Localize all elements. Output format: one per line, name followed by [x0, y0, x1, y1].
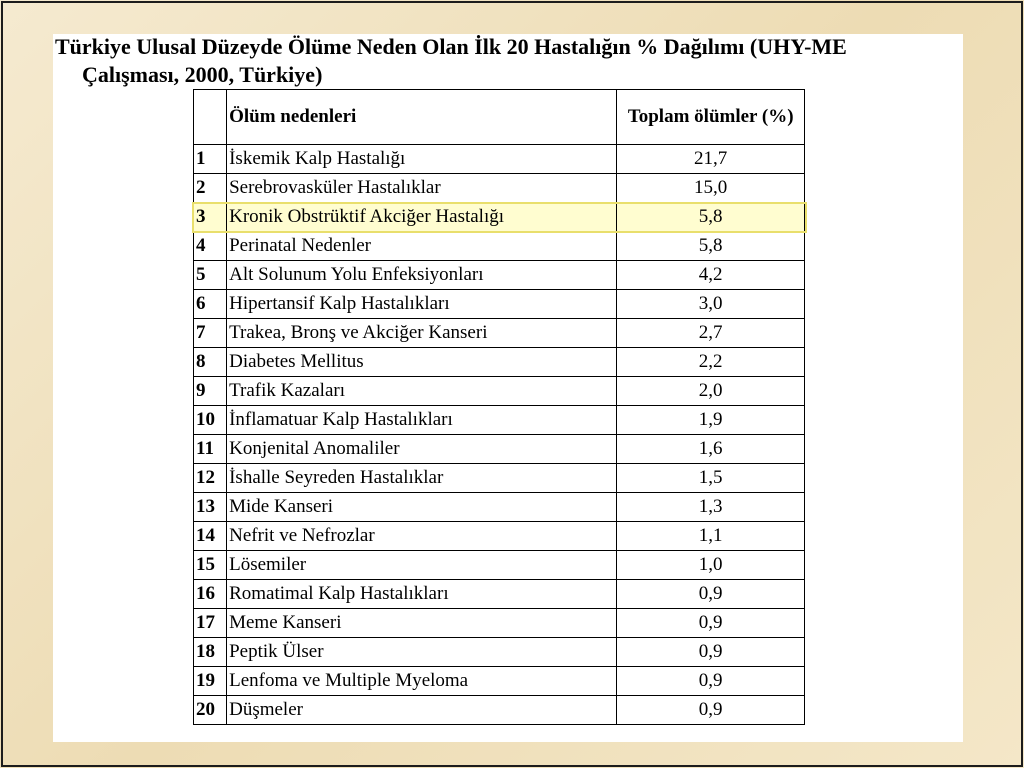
table-row — [194, 145, 805, 174]
table-header-row — [194, 90, 805, 145]
cause-cell: Lösemiler — [227, 551, 617, 580]
rank-cell: 7 — [194, 319, 227, 348]
rank-column-header — [194, 90, 227, 145]
table-row — [194, 551, 805, 580]
cause-cell: Lenfoma ve Multiple Myeloma — [227, 667, 617, 696]
rank-cell: 17 — [194, 609, 227, 638]
cause-cell: Serebrovasküler Hastalıklar — [227, 174, 617, 203]
percent-cell: 0,9 — [617, 609, 805, 638]
table-row — [194, 522, 805, 551]
rank-cell: 10 — [194, 406, 227, 435]
rank-cell: 11 — [194, 435, 227, 464]
rank-cell: 3 — [194, 203, 227, 232]
cause-cell: Trafik Kazaları — [227, 377, 617, 406]
percent-cell: 15,0 — [617, 174, 805, 203]
percent-cell: 0,9 — [617, 580, 805, 609]
rank-cell: 8 — [194, 348, 227, 377]
cause-cell: Mide Kanseri — [227, 493, 617, 522]
rank-cell: 1 — [194, 145, 227, 174]
cause-cell: Perinatal Nedenler — [227, 232, 617, 261]
rank-cell: 12 — [194, 464, 227, 493]
percent-cell: 5,8 — [617, 232, 805, 261]
rank-cell: 13 — [194, 493, 227, 522]
table-row — [194, 696, 805, 725]
percent-cell: 1,0 — [617, 551, 805, 580]
cause-cell: Diabetes Mellitus — [227, 348, 617, 377]
rank-cell: 20 — [194, 696, 227, 725]
percent-cell: 21,7 — [617, 145, 805, 174]
cause-cell: Konjenital Anomaliler — [227, 435, 617, 464]
table-row — [194, 348, 805, 377]
cause-cell: Nefrit ve Nefrozlar — [227, 522, 617, 551]
rank-cell: 16 — [194, 580, 227, 609]
percent-cell: 1,6 — [617, 435, 805, 464]
rank-cell: 18 — [194, 638, 227, 667]
total-deaths-column-header: Toplam ölümler (%) — [617, 90, 805, 145]
percent-cell: 2,0 — [617, 377, 805, 406]
rank-cell: 15 — [194, 551, 227, 580]
percent-cell: 1,3 — [617, 493, 805, 522]
percent-cell: 5,8 — [617, 203, 805, 232]
percent-cell: 4,2 — [617, 261, 805, 290]
table-row — [194, 464, 805, 493]
percent-cell: 2,7 — [617, 319, 805, 348]
slide-title — [55, 33, 965, 89]
percent-cell: 1,1 — [617, 522, 805, 551]
cause-cell: Hipertansif Kalp Hastalıkları — [227, 290, 617, 319]
table-row — [194, 290, 805, 319]
cause-cell: İnflamatuar Kalp Hastalıkları — [227, 406, 617, 435]
percent-cell: 1,5 — [617, 464, 805, 493]
cause-cell: Trakea, Bronş ve Akciğer Kanseri — [227, 319, 617, 348]
cause-cell: İskemik Kalp Hastalığı — [227, 145, 617, 174]
table-row — [194, 319, 805, 348]
table-row — [194, 203, 805, 232]
cause-cell: Alt Solunum Yolu Enfeksiyonları — [227, 261, 617, 290]
rank-cell: 14 — [194, 522, 227, 551]
cause-cell: Düşmeler — [227, 696, 617, 725]
rank-cell: 4 — [194, 232, 227, 261]
table-row — [194, 406, 805, 435]
percent-cell: 0,9 — [617, 638, 805, 667]
rank-cell: 2 — [194, 174, 227, 203]
title-line-1: Türkiye Ulusal Düzeyde Ölüme Neden Olan İlk 20 Hastalığın % Dağılımı (UHY-ME — [55, 34, 847, 59]
percent-cell: 2,2 — [617, 348, 805, 377]
cause-cell: İshalle Seyreden Hastalıklar — [227, 464, 617, 493]
table-row — [194, 174, 805, 203]
cause-cell: Peptik Ülser — [227, 638, 617, 667]
title-line-2: Çalışması, 2000, Türkiye) — [82, 62, 323, 87]
percent-cell: 0,9 — [617, 667, 805, 696]
table-row — [194, 232, 805, 261]
percent-cell: 1,9 — [617, 406, 805, 435]
table-row — [194, 377, 805, 406]
percent-cell: 0,9 — [617, 696, 805, 725]
cause-cell: Romatimal Kalp Hastalıkları — [227, 580, 617, 609]
rank-cell: 5 — [194, 261, 227, 290]
table-row — [194, 609, 805, 638]
percent-cell: 3,0 — [617, 290, 805, 319]
cause-column-header: Ölüm nedenleri — [227, 90, 617, 145]
table-body — [194, 145, 805, 725]
rank-cell: 19 — [194, 667, 227, 696]
table-row — [194, 261, 805, 290]
rank-cell: 9 — [194, 377, 227, 406]
table-row — [194, 580, 805, 609]
mortality-table — [193, 89, 805, 725]
table-row — [194, 638, 805, 667]
rank-cell: 6 — [194, 290, 227, 319]
table-row — [194, 667, 805, 696]
table-row — [194, 435, 805, 464]
cause-cell: Meme Kanseri — [227, 609, 617, 638]
table-row — [194, 493, 805, 522]
cause-cell: Kronik Obstrüktif Akciğer Hastalığı — [227, 203, 617, 232]
